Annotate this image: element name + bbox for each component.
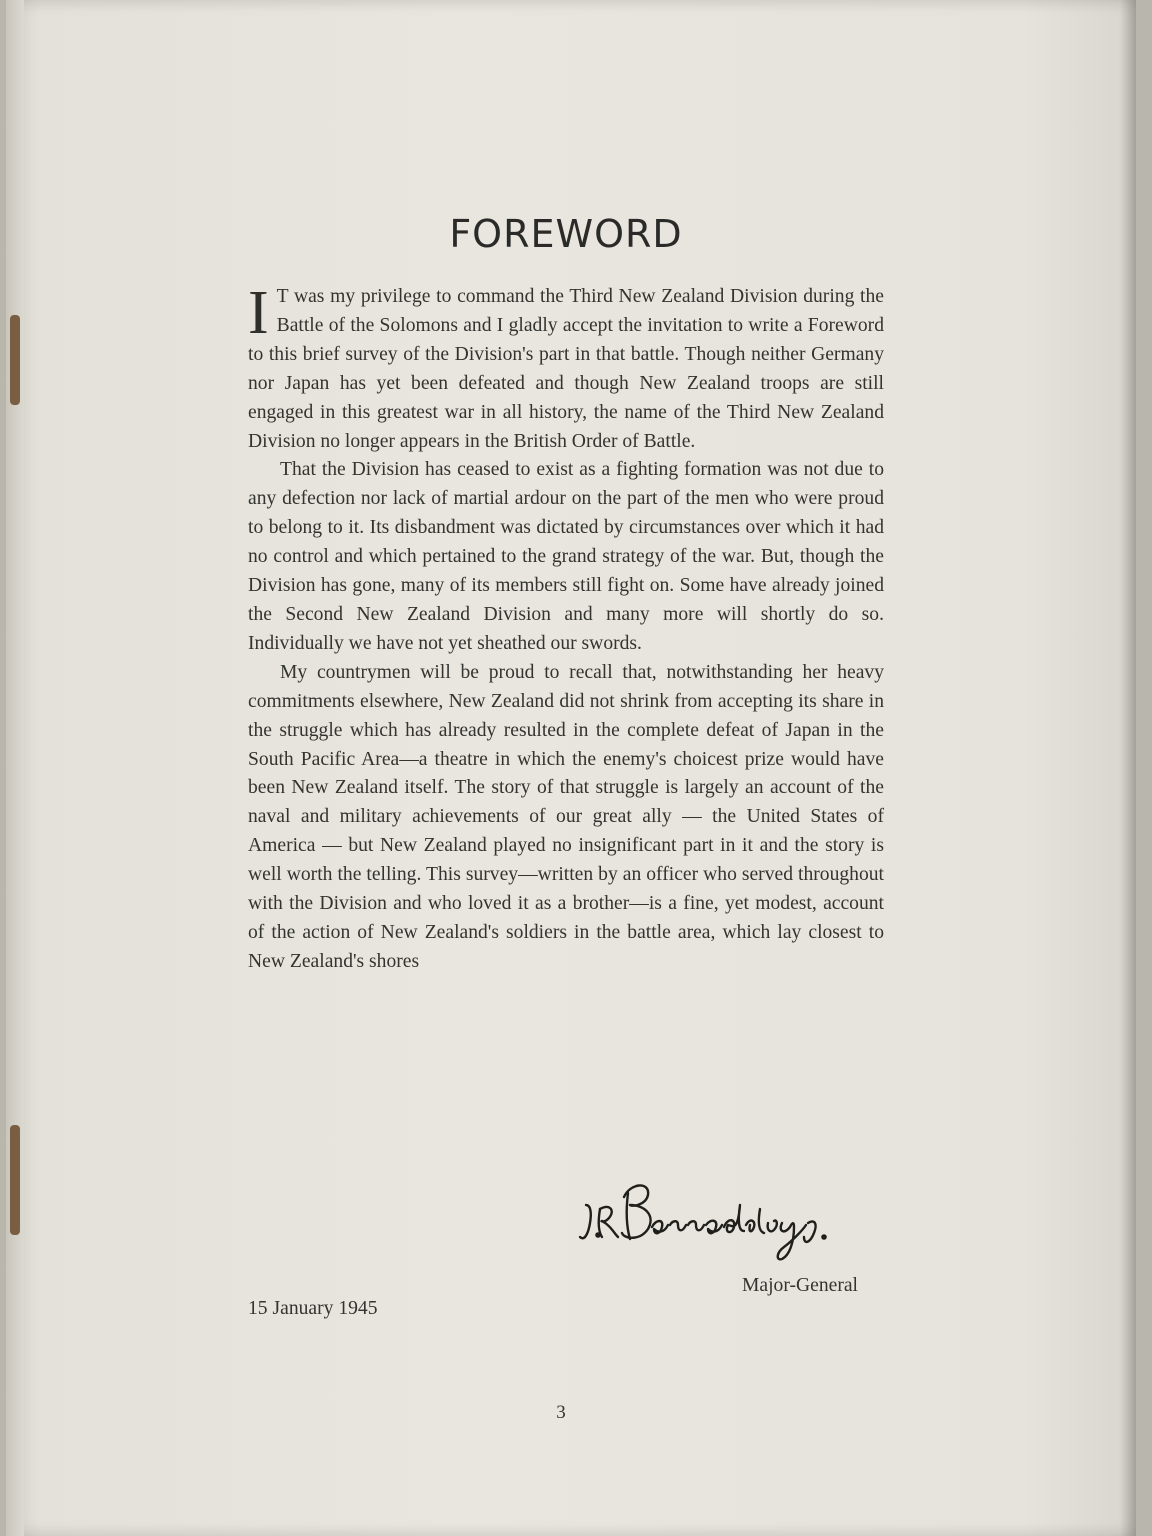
page-number: 3 [556, 1402, 566, 1423]
paragraph-2: That the Division has ceased to exist as a fighting formation was not due to any defection nor lack of martial ardour on the part of the men who were proud to belong to it. Its disbandment was dictated by circumstances over which it had no control and which pertained to the grand strategy of the war. But, though the Division has gone, many of its members still fight on. Some have already joined the Second New Zealand Division and many more will shortly do so. Individually we have not yet sheathed our swords. [248, 459, 884, 654]
paragraph-3: My countrymen will be proud to recall that, notwithstanding her heavy commitments elsewhere, New Zealand did not shrink from accepting its share in the struggle which has already resulted in the complete defeat of Japan in the South Pacific Area—a theatre in which the enemy's choicest prize would have been New Zealand itself. The story of that struggle is largely an account of the naval and military achievements of our great ally — the United States of America — but New Zealand played no insignificant part in it and the story is well worth the telling. This survey—written by an officer who served throughout with the Division and who loved it as a brother—is a fine, yet modest, account of the action of New Zealand's soldiers in the battle area, which lay closest to New Zealand's shores [248, 661, 884, 972]
foreword-date: 15 January 1945 [248, 1298, 378, 1319]
page-title: FOREWORD [449, 212, 683, 256]
foreword-body [248, 279, 884, 977]
paragraph-1-text: T was my privilege to command the Third New Zealand Division during the Battle of the Solomons and I gladly accept the invitation to write a Foreword to this brief survey of the Division's part in that battle. Though neither Germany nor Japan has yet been defeated and though New Zealand troops are still engaged in this greatest war in all history, the name of the Third New Zealand Division no longer appears in the British Order of Battle. [248, 286, 884, 452]
handwritten-signature [578, 1175, 838, 1275]
signatory-rank: Major-General [741, 1275, 858, 1296]
drop-cap: I [248, 279, 269, 347]
rust-stain-bottom [10, 1125, 20, 1235]
rust-stain-top [10, 315, 20, 405]
book-page [6, 0, 1136, 1536]
paragraph-1 [248, 279, 884, 456]
